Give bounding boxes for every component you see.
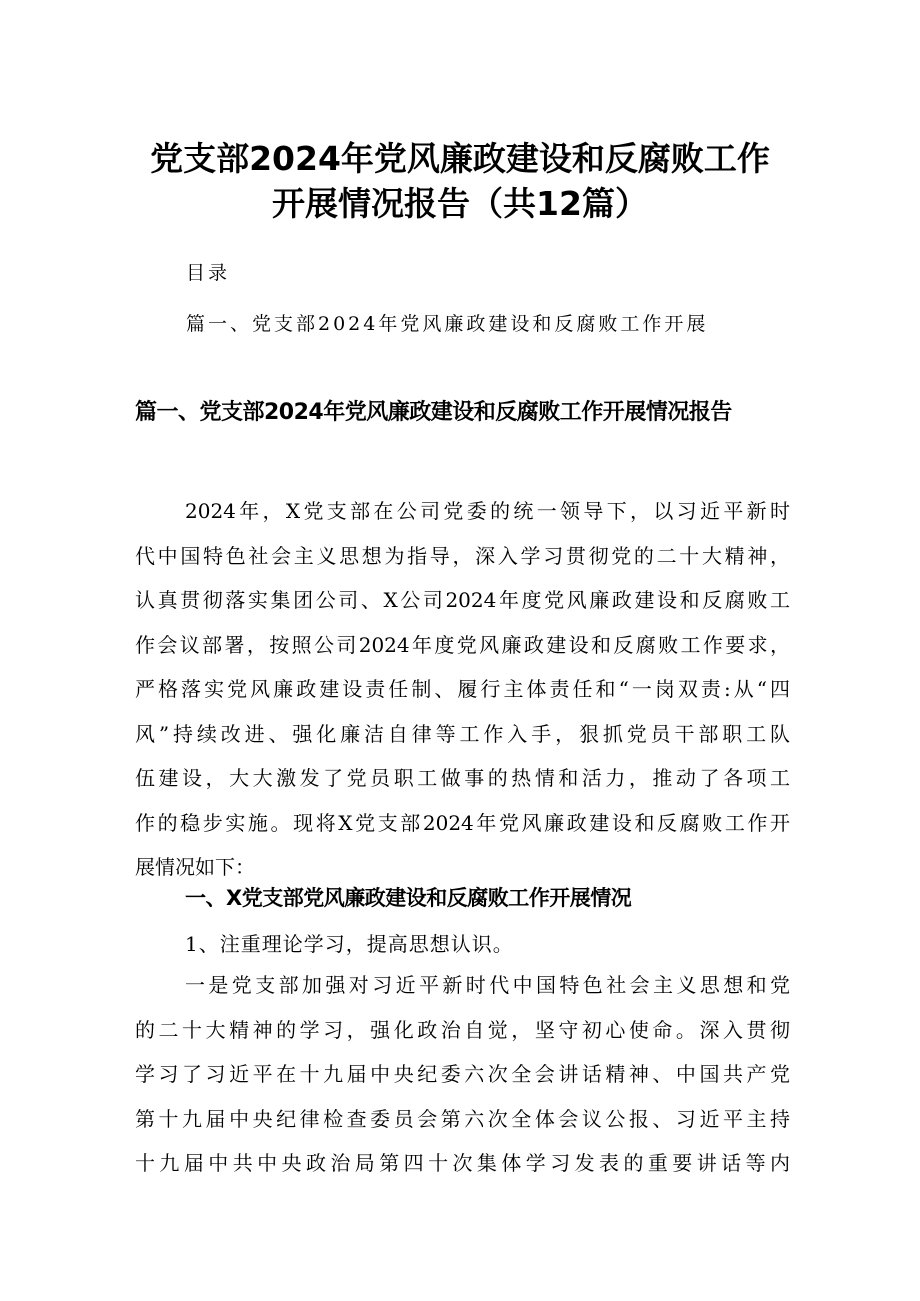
paragraph-line: 严格落实党风廉政建设责任制、履行主体责任和“一岗双责:从“四 [135, 677, 790, 701]
toc-item[interactable]: 篇一、党支部2024年党风廉政建设和反腐败工作开展 [186, 313, 709, 335]
paragraph-line: 认真贯彻落实集团公司、X公司2024年度党风廉政建设和反腐败工 [135, 588, 790, 612]
toc-label: 目录 [186, 262, 231, 284]
paragraph-1 [135, 489, 790, 890]
paragraph-line: 2024年，X党支部在公司党委的统一领导下，以习近平新时 [185, 499, 790, 523]
paragraph-2 [135, 963, 790, 1186]
document-title-line-1: 党支部2024年党风廉政建设和反腐败工作 [150, 139, 770, 178]
paragraph-line: 一是党支部加强对习近平新时代中国特色社会主义思想和党 [185, 973, 790, 997]
paragraph-line: 的二十大精神的学习，强化政治自觉，坚守初心使命。深入贯彻 [135, 1017, 790, 1042]
paragraph-line: 代中国特色社会主义思想为指导，深入学习贯彻党的二十大精神， [135, 543, 790, 568]
document-title-line-2: 开展情况报告（共12篇） [272, 184, 648, 223]
paragraph-line: 风”持续改进、强化廉洁自律等工作入手，狠抓党员干部职工队 [135, 721, 790, 746]
article-heading: 篇一、党支部2024年党风廉政建设和反腐败工作开展情况报告 [135, 400, 732, 425]
paragraph-line: 十九届中共中央政治局第四十次集体学习发表的重要讲话等内 [135, 1151, 790, 1175]
paragraph-line: 伍建设，大大激发了党员职工做事的热情和活力，推动了各项工 [135, 766, 790, 790]
paragraph-line: 展情况如下： [135, 855, 255, 879]
sub-heading: 1、注重理论学习，提高思想认识。 [185, 932, 514, 956]
section-heading: 一、X党支部党风廉政建设和反腐败工作开展情况 [185, 886, 632, 910]
paragraph-line: 作会议部署，按照公司2024年度党风廉政建设和反腐败工作要求， [135, 632, 790, 657]
paragraph-line: 学习了习近平在十九届中央纪委六次全会讲话精神、中国共产党 [135, 1062, 790, 1086]
paragraph-line: 第十九届中央纪律检查委员会第六次全体会议公报、习近平主持 [135, 1106, 790, 1131]
paragraph-line: 作的稳步实施。现将X党支部2024年党风廉政建设和反腐败工作开 [135, 810, 790, 835]
